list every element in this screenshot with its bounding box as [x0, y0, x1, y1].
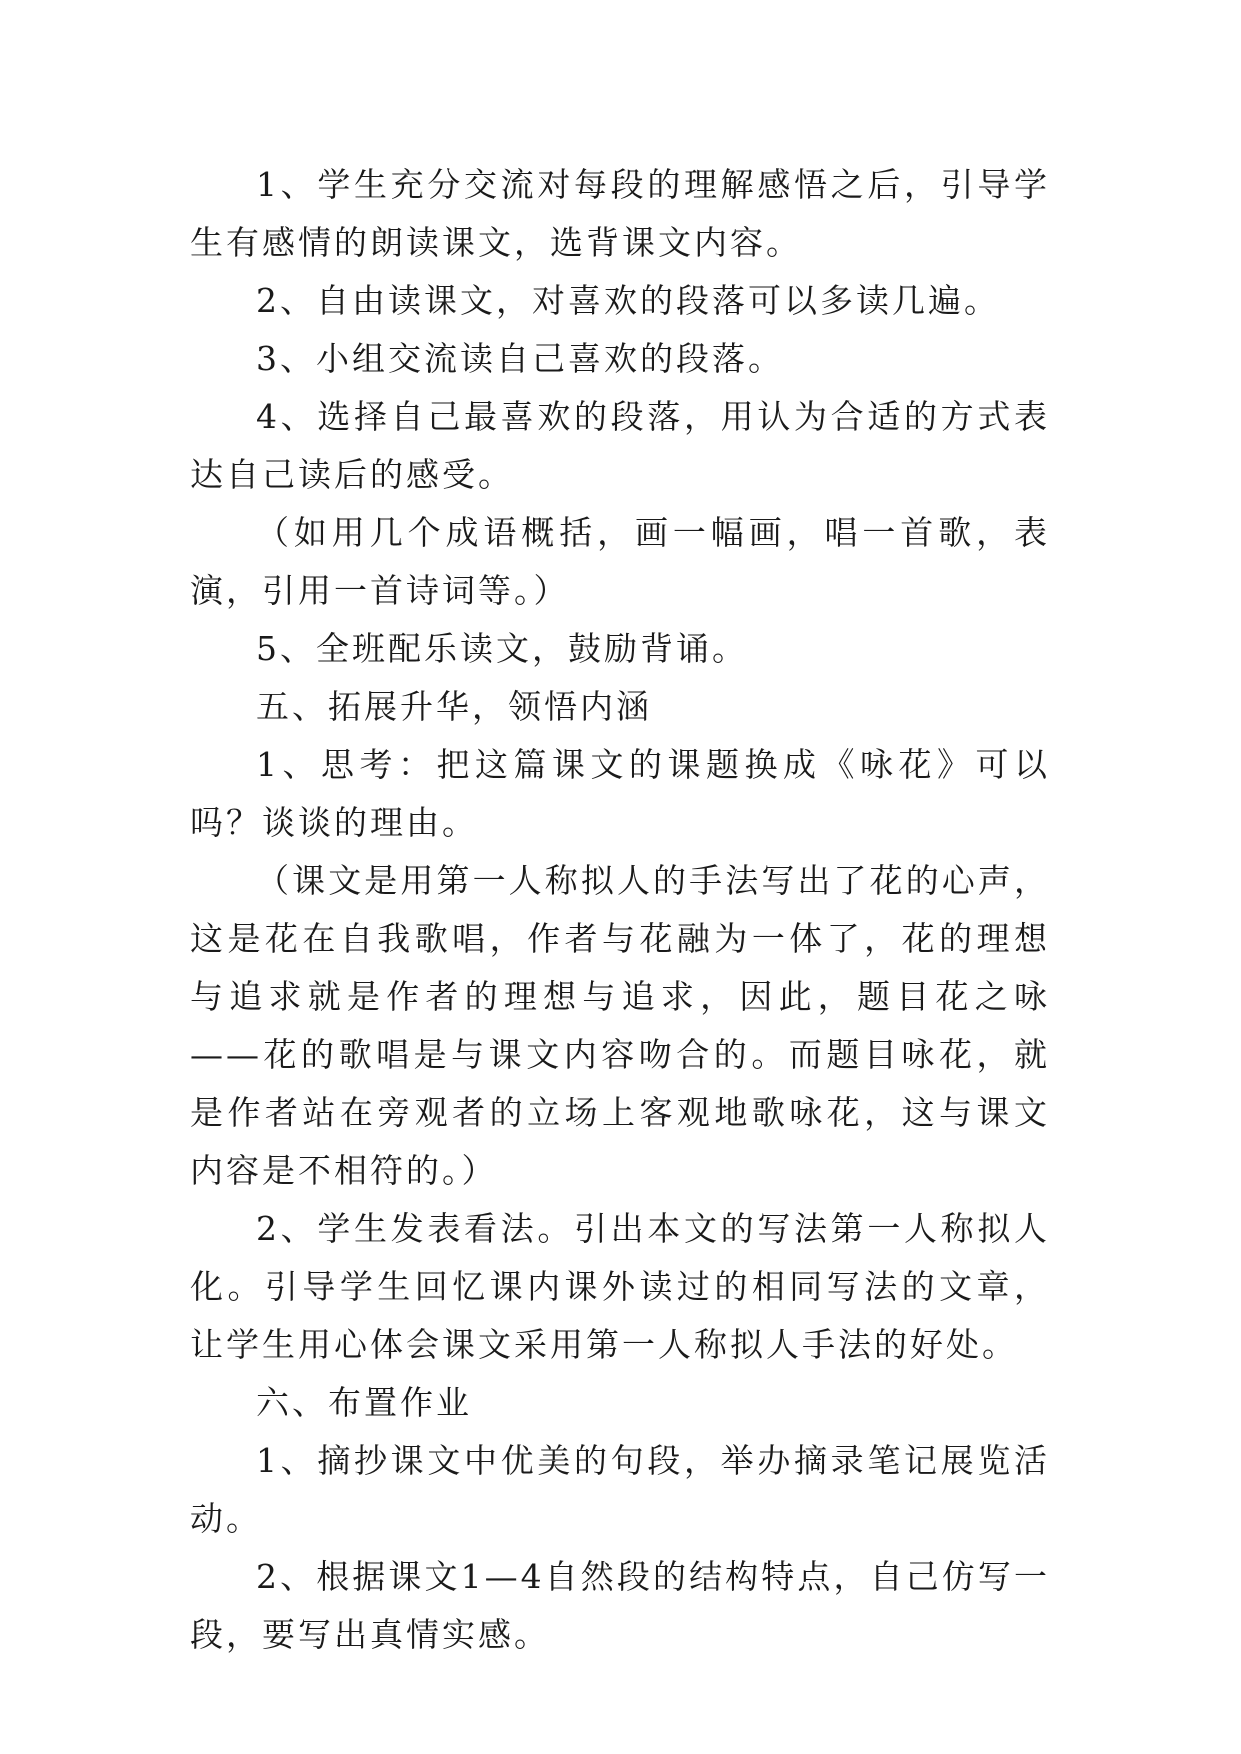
- document-body: [190, 156, 1050, 1664]
- section-heading: 五、拓展升华，领悟内涵: [256, 687, 652, 726]
- section-heading: 六、布置作业: [256, 1383, 472, 1422]
- paragraph: 1、学生充分交流对每段的理解感悟之后，引导学生有感情的朗读课文，选背课文内容。: [190, 165, 1050, 262]
- paragraph: 2、根据课文1—4自然段的结构特点，自己仿写一段，要写出真情实感。: [190, 1557, 1050, 1654]
- paragraph: 2、自由读课文，对喜欢的段落可以多读几遍。: [256, 281, 1000, 320]
- paragraph: 1、思考：把这篇课文的课题换成《咏花》可以吗？谈谈的理由。: [190, 745, 1050, 842]
- paragraph: 5、全班配乐读文，鼓励背诵。: [256, 629, 748, 668]
- paragraph: （课文是用第一人称拟人的手法写出了花的心声，这是花在自我歌唱，作者与花融为一体了，花的理想与追求就是作者的理想与追求，因此，题目花之咏——花的歌唱是与课文内容吻合的。而题目咏花，就是作者站在旁观者的立场上客观地歌咏花，这与课文内容是不相符的。）: [190, 861, 1050, 1190]
- paragraph: （如用几个成语概括，画一幅画，唱一首歌，表演，引用一首诗词等。）: [190, 513, 1050, 610]
- paragraph: 4、选择自己最喜欢的段落，用认为合适的方式表达自己读后的感受。: [190, 397, 1050, 494]
- paragraph: 1、摘抄课文中优美的句段，举办摘录笔记展览活动。: [190, 1441, 1050, 1538]
- paragraph: 3、小组交流读自己喜欢的段落。: [256, 339, 784, 378]
- paragraph: 2、学生发表看法。引出本文的写法第一人称拟人化。引导学生回忆课内课外读过的相同写法的文章，让学生用心体会课文采用第一人称拟人手法的好处。: [190, 1209, 1050, 1364]
